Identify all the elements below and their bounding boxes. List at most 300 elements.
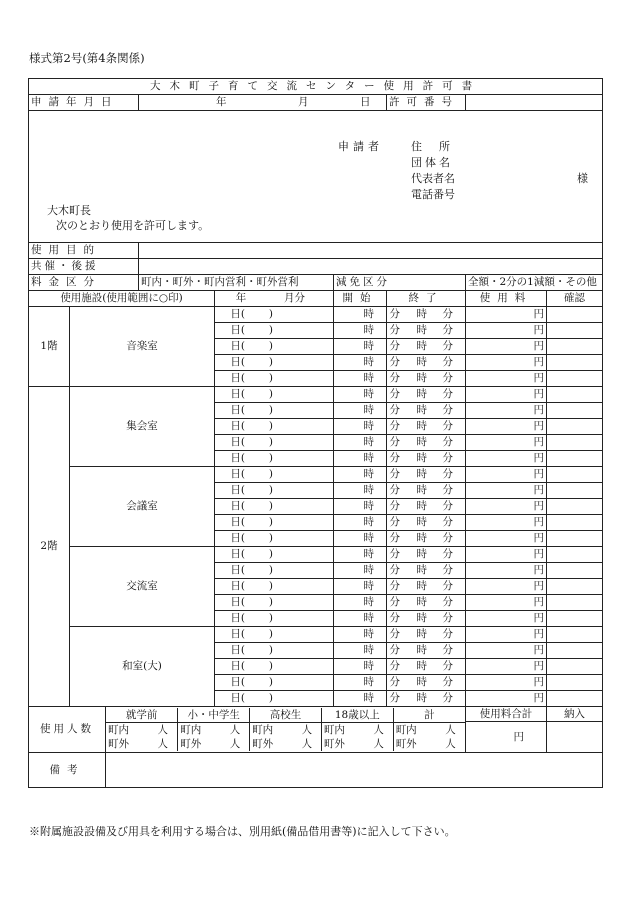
minute-unit: 分	[442, 388, 453, 400]
confirm-slot[interactable]	[547, 563, 603, 579]
confirm-slot[interactable]	[547, 323, 603, 339]
day-slot[interactable]	[215, 483, 334, 499]
minute-unit: 分	[389, 548, 400, 560]
minute-unit: 分	[389, 644, 400, 656]
start-time-slot[interactable]	[334, 563, 400, 579]
end-time-slot[interactable]	[387, 467, 466, 483]
schedule-row	[29, 307, 603, 323]
start-time-slot[interactable]	[334, 451, 400, 467]
permit-number-label: 許可番号	[387, 95, 466, 111]
hour-unit: 時	[416, 420, 427, 432]
day-slot[interactable]	[215, 323, 334, 339]
minute-unit: 分	[442, 324, 453, 336]
town-label: 町外	[180, 738, 202, 750]
minute-unit: 分	[442, 596, 453, 608]
end-time-slot[interactable]	[387, 547, 466, 563]
day-slot[interactable]	[215, 627, 334, 643]
hour-unit: 時	[363, 564, 374, 576]
fee-slot[interactable]: 円	[466, 371, 547, 387]
day-open: 日(	[230, 532, 245, 544]
minute-unit: 分	[442, 372, 453, 384]
start-time-slot[interactable]	[334, 499, 400, 515]
hour-unit: 時	[363, 484, 374, 496]
confirm-slot[interactable]	[547, 355, 603, 371]
start-time-slot[interactable]	[334, 467, 400, 483]
confirm-slot[interactable]	[547, 339, 603, 355]
confirm-slot[interactable]	[547, 547, 603, 563]
day-close: )	[268, 596, 273, 608]
schedule-row	[29, 627, 603, 643]
day-slot[interactable]	[215, 467, 334, 483]
day-open: 日(	[230, 660, 245, 672]
day-slot[interactable]	[215, 595, 334, 611]
confirm-slot[interactable]	[547, 403, 603, 419]
date-day-unit: 日	[360, 96, 371, 108]
fee-slot[interactable]: 円	[466, 531, 547, 547]
fee-slot[interactable]: 円	[466, 563, 547, 579]
phone-label: 電話番号	[411, 188, 455, 201]
confirm-slot[interactable]	[547, 595, 603, 611]
hour-unit: 時	[416, 340, 427, 352]
minute-unit: 分	[442, 420, 453, 432]
confirm-slot[interactable]	[547, 659, 603, 675]
schedule-row	[29, 387, 603, 403]
confirm-slot[interactable]	[547, 627, 603, 643]
town-label: 町外	[252, 738, 274, 750]
fee-class-label: 料金区分	[29, 275, 139, 291]
room-name[interactable]: 会議室	[70, 467, 215, 547]
confirm-slot[interactable]	[547, 419, 603, 435]
hour-unit: 時	[416, 564, 427, 576]
start-time-slot[interactable]	[334, 355, 400, 371]
purpose-field[interactable]	[139, 243, 603, 259]
permit-number-field[interactable]	[466, 95, 603, 111]
room-name[interactable]: 交流室	[70, 547, 215, 627]
people-count-field[interactable]	[178, 723, 250, 738]
start-time-slot[interactable]	[334, 675, 400, 691]
minute-unit: 分	[389, 612, 400, 624]
hour-unit: 時	[363, 436, 374, 448]
hour-unit: 時	[363, 644, 374, 656]
confirm-slot[interactable]	[547, 307, 603, 323]
address-label: 住 所	[411, 140, 453, 153]
day-slot[interactable]	[215, 547, 334, 563]
confirm-slot[interactable]	[547, 515, 603, 531]
day-open: 日(	[230, 500, 245, 512]
day-close: )	[268, 612, 273, 624]
day-slot[interactable]	[215, 371, 334, 387]
day-close: )	[268, 468, 273, 480]
minute-unit: 分	[442, 532, 453, 544]
start-time-slot[interactable]	[334, 483, 400, 499]
fee-header: 使用料	[466, 291, 547, 307]
confirm-slot[interactable]	[547, 451, 603, 467]
end-time-slot[interactable]	[387, 643, 466, 659]
confirm-slot[interactable]	[547, 483, 603, 499]
minute-unit: 分	[442, 644, 453, 656]
minute-unit: 分	[442, 436, 453, 448]
day-open: 日(	[230, 676, 245, 688]
day-close: )	[268, 532, 273, 544]
people-unit: 人	[373, 724, 384, 736]
start-time-slot[interactable]	[334, 691, 400, 707]
facility-header: 使用施設(使用範囲に○印)	[29, 291, 215, 307]
minute-unit: 分	[442, 468, 453, 480]
day-close: )	[268, 692, 273, 704]
day-slot[interactable]	[215, 307, 334, 323]
fee-slot[interactable]: 円	[466, 355, 547, 371]
confirm-slot[interactable]	[547, 611, 603, 627]
fee-slot[interactable]: 円	[466, 483, 547, 499]
minute-unit: 分	[389, 628, 400, 640]
day-slot[interactable]	[215, 419, 334, 435]
month-header-unit: 月分	[284, 292, 305, 304]
minute-unit: 分	[389, 692, 400, 704]
people-count-field[interactable]	[178, 737, 250, 751]
hour-unit: 時	[416, 356, 427, 368]
confirm-slot[interactable]	[547, 387, 603, 403]
people-category-header: 計	[393, 708, 465, 723]
confirm-slot[interactable]	[547, 499, 603, 515]
confirm-slot[interactable]	[547, 643, 603, 659]
end-time-slot[interactable]	[387, 307, 466, 323]
hour-unit: 時	[363, 612, 374, 624]
hour-unit: 時	[416, 692, 427, 704]
exemption-options[interactable]: 全額・2分の1減額・その他	[466, 275, 603, 291]
hour-unit: 時	[363, 324, 374, 336]
hour-unit: 時	[416, 548, 427, 560]
apply-date-field[interactable]	[139, 95, 387, 111]
hour-unit: 時	[416, 388, 427, 400]
day-close: )	[268, 676, 273, 688]
end-time-slot[interactable]	[387, 387, 466, 403]
day-close: )	[268, 340, 273, 352]
end-time-slot[interactable]	[387, 611, 466, 627]
hour-unit: 時	[363, 308, 374, 320]
confirm-slot[interactable]	[547, 531, 603, 547]
fee-slot[interactable]: 円	[466, 307, 547, 323]
day-close: )	[268, 564, 273, 576]
start-time-slot[interactable]	[334, 435, 400, 451]
end-header: 終了	[387, 291, 466, 307]
representative-label: 代表者名	[411, 172, 455, 185]
floor-label: 2階	[29, 387, 70, 707]
fee-slot[interactable]: 円	[466, 659, 547, 675]
month-header	[215, 291, 334, 307]
end-time-slot[interactable]	[387, 323, 466, 339]
day-slot[interactable]	[215, 675, 334, 691]
end-time-slot[interactable]	[387, 563, 466, 579]
town-label: 町内	[108, 724, 129, 736]
hour-unit: 時	[416, 516, 427, 528]
day-open: 日(	[230, 404, 245, 416]
day-slot[interactable]	[215, 579, 334, 595]
start-time-slot[interactable]	[334, 419, 400, 435]
start-time-slot[interactable]	[334, 643, 400, 659]
day-slot[interactable]	[215, 403, 334, 419]
day-slot[interactable]	[215, 691, 334, 707]
end-time-slot[interactable]	[387, 339, 466, 355]
day-slot[interactable]	[215, 499, 334, 515]
fee-slot[interactable]: 円	[466, 691, 547, 707]
fee-slot[interactable]: 円	[466, 387, 547, 403]
fee-class-options[interactable]: 町内・町外・町内営利・町外営利	[139, 275, 334, 291]
fee-slot[interactable]: 円	[466, 403, 547, 419]
people-count-field[interactable]	[250, 737, 322, 751]
day-close: )	[268, 660, 273, 672]
end-time-slot[interactable]	[387, 419, 466, 435]
end-time-slot[interactable]	[387, 451, 466, 467]
hour-unit: 時	[416, 484, 427, 496]
people-category-header: 就学前	[106, 708, 178, 723]
fee-slot[interactable]: 円	[466, 499, 547, 515]
hour-unit: 時	[363, 452, 374, 464]
people-count-field[interactable]	[321, 737, 393, 751]
start-time-slot[interactable]	[334, 403, 400, 419]
start-time-slot[interactable]	[334, 611, 400, 627]
day-slot[interactable]	[215, 643, 334, 659]
day-open: 日(	[230, 580, 245, 592]
start-time-slot[interactable]	[334, 595, 400, 611]
minute-unit: 分	[389, 340, 400, 352]
start-time-slot[interactable]	[334, 515, 400, 531]
minute-unit: 分	[389, 580, 400, 592]
form-reference: 様式第2号(第4条関係)	[29, 51, 145, 65]
day-open: 日(	[230, 452, 245, 464]
end-time-slot[interactable]	[387, 675, 466, 691]
day-slot[interactable]	[215, 611, 334, 627]
end-time-slot[interactable]	[387, 403, 466, 419]
minute-unit: 分	[389, 308, 400, 320]
day-slot[interactable]	[215, 531, 334, 547]
day-slot[interactable]	[215, 435, 334, 451]
paid-field[interactable]	[547, 722, 602, 752]
day-close: )	[268, 500, 273, 512]
fee-slot[interactable]: 円	[466, 579, 547, 595]
people-unit: 人	[229, 724, 241, 736]
confirm-slot[interactable]	[547, 371, 603, 387]
day-open: 日(	[230, 356, 245, 368]
people-count-field[interactable]	[393, 723, 465, 738]
fee-slot[interactable]: 円	[466, 611, 547, 627]
start-time-slot[interactable]	[334, 307, 400, 323]
end-time-slot[interactable]	[387, 659, 466, 675]
minute-unit: 分	[389, 564, 400, 576]
day-slot[interactable]	[215, 563, 334, 579]
hour-unit: 時	[416, 532, 427, 544]
total-fee-block	[466, 707, 547, 753]
permit-form	[28, 78, 603, 788]
floor-label: 1階	[29, 307, 70, 387]
people-count-field[interactable]	[393, 737, 465, 751]
minute-unit: 分	[389, 484, 400, 496]
minute-unit: 分	[442, 500, 453, 512]
hour-unit: 時	[363, 500, 374, 512]
day-close: )	[268, 436, 273, 448]
minute-unit: 分	[442, 548, 453, 560]
minute-unit: 分	[389, 516, 400, 528]
people-count-field[interactable]	[321, 723, 393, 738]
people-unit: 人	[157, 724, 168, 736]
start-time-slot[interactable]	[334, 579, 400, 595]
fee-slot[interactable]: 円	[466, 627, 547, 643]
people-count-field[interactable]	[106, 723, 178, 738]
day-close: )	[268, 484, 273, 496]
minute-unit: 分	[442, 404, 453, 416]
day-slot[interactable]	[215, 339, 334, 355]
room-name[interactable]: 音楽室	[70, 307, 215, 387]
hour-unit: 時	[416, 468, 427, 480]
people-category-header: 高校生	[250, 708, 322, 723]
end-time-slot[interactable]	[387, 515, 466, 531]
end-time-slot[interactable]	[387, 371, 466, 387]
end-time-slot[interactable]	[387, 691, 466, 707]
town-label: 町内	[252, 724, 274, 736]
minute-unit: 分	[442, 340, 453, 352]
day-slot[interactable]	[215, 387, 334, 403]
people-unit: 人	[445, 738, 456, 750]
apply-date-label: 申請年月日	[29, 95, 139, 111]
end-time-slot[interactable]	[387, 627, 466, 643]
fee-slot[interactable]: 円	[466, 323, 547, 339]
day-open: 日(	[230, 372, 245, 384]
start-time-slot[interactable]	[334, 323, 400, 339]
start-time-slot[interactable]	[334, 339, 400, 355]
hour-unit: 時	[416, 436, 427, 448]
honorific: 様	[577, 172, 588, 185]
day-slot[interactable]	[215, 659, 334, 675]
hour-unit: 時	[363, 420, 374, 432]
end-time-slot[interactable]	[387, 483, 466, 499]
start-time-slot[interactable]	[334, 547, 400, 563]
confirm-slot[interactable]	[547, 435, 603, 451]
people-grid	[106, 707, 466, 753]
date-month-unit: 月	[298, 96, 309, 108]
fee-slot[interactable]: 円	[466, 595, 547, 611]
day-open: 日(	[230, 628, 245, 640]
day-close: )	[268, 644, 273, 656]
permission-statement: 次のとおり使用を許可します。	[56, 219, 210, 232]
people-block	[29, 707, 603, 753]
day-open: 日(	[230, 548, 245, 560]
fee-slot[interactable]: 円	[466, 451, 547, 467]
sponsor-field[interactable]	[139, 259, 603, 275]
people-count-field[interactable]	[250, 723, 322, 738]
day-close: )	[268, 356, 273, 368]
room-name[interactable]: 和室(大)	[70, 627, 215, 707]
day-open: 日(	[230, 324, 245, 336]
fee-slot[interactable]: 円	[466, 467, 547, 483]
day-close: )	[268, 580, 273, 592]
hour-unit: 時	[416, 676, 427, 688]
start-time-slot[interactable]	[334, 659, 400, 675]
hour-unit: 時	[363, 548, 374, 560]
start-time-slot[interactable]	[334, 387, 400, 403]
end-time-slot[interactable]	[387, 355, 466, 371]
fee-slot[interactable]: 円	[466, 675, 547, 691]
start-time-slot[interactable]	[334, 531, 400, 547]
hour-unit: 時	[416, 596, 427, 608]
confirm-slot[interactable]	[547, 579, 603, 595]
day-open: 日(	[230, 468, 245, 480]
minute-unit: 分	[389, 420, 400, 432]
day-open: 日(	[230, 564, 245, 576]
town-label: 町内	[395, 724, 417, 736]
day-open: 日(	[230, 340, 245, 352]
day-slot[interactable]	[215, 355, 334, 371]
minute-unit: 分	[389, 356, 400, 368]
people-unit: 人	[445, 724, 456, 736]
end-time-slot[interactable]	[387, 531, 466, 547]
minute-unit: 分	[389, 596, 400, 608]
hour-unit: 時	[416, 660, 427, 672]
end-time-slot[interactable]	[387, 595, 466, 611]
hour-unit: 時	[416, 628, 427, 640]
fee-slot[interactable]: 円	[466, 419, 547, 435]
end-time-slot[interactable]	[387, 435, 466, 451]
day-open: 日(	[230, 612, 245, 624]
confirm-slot[interactable]	[547, 691, 603, 707]
confirm-slot[interactable]	[547, 467, 603, 483]
day-slot[interactable]	[215, 515, 334, 531]
start-time-slot[interactable]	[334, 627, 400, 643]
day-open: 日(	[230, 436, 245, 448]
fee-slot[interactable]: 円	[466, 643, 547, 659]
room-name[interactable]: 集会室	[70, 387, 215, 467]
day-close: )	[268, 452, 273, 464]
total-fee-label: 使用料合計	[466, 707, 546, 722]
day-open: 日(	[230, 596, 245, 608]
day-open: 日(	[230, 644, 245, 656]
minute-unit: 分	[389, 500, 400, 512]
fee-slot[interactable]: 円	[466, 515, 547, 531]
hour-unit: 時	[363, 388, 374, 400]
people-count-field[interactable]	[106, 737, 178, 751]
minute-unit: 分	[442, 612, 453, 624]
minute-unit: 分	[442, 580, 453, 592]
minute-unit: 分	[442, 676, 453, 688]
schedule-row	[29, 467, 603, 483]
fee-slot[interactable]: 円	[466, 435, 547, 451]
hour-unit: 時	[363, 372, 374, 384]
day-close: )	[268, 372, 273, 384]
minute-unit: 分	[442, 660, 453, 672]
hour-unit: 時	[363, 628, 374, 640]
start-time-slot[interactable]	[334, 371, 400, 387]
town-label: 町外	[323, 738, 345, 750]
confirm-slot[interactable]	[547, 675, 603, 691]
exemption-label: 減免区分	[334, 275, 466, 291]
end-time-slot[interactable]	[387, 499, 466, 515]
hour-unit: 時	[363, 340, 374, 352]
remarks-field[interactable]	[106, 753, 603, 788]
start-header: 開始	[334, 291, 387, 307]
people-unit: 人	[301, 738, 313, 750]
total-fee-field[interactable]: 円	[513, 731, 524, 743]
hour-unit: 時	[416, 500, 427, 512]
fee-slot[interactable]: 円	[466, 547, 547, 563]
end-time-slot[interactable]	[387, 579, 466, 595]
day-open: 日(	[230, 692, 245, 704]
hour-unit: 時	[363, 596, 374, 608]
day-close: )	[268, 628, 273, 640]
hour-unit: 時	[416, 580, 427, 592]
day-close: )	[268, 548, 273, 560]
minute-unit: 分	[442, 516, 453, 528]
day-slot[interactable]	[215, 451, 334, 467]
fee-slot[interactable]: 円	[466, 339, 547, 355]
mayor-label: 大木町長	[47, 204, 91, 217]
